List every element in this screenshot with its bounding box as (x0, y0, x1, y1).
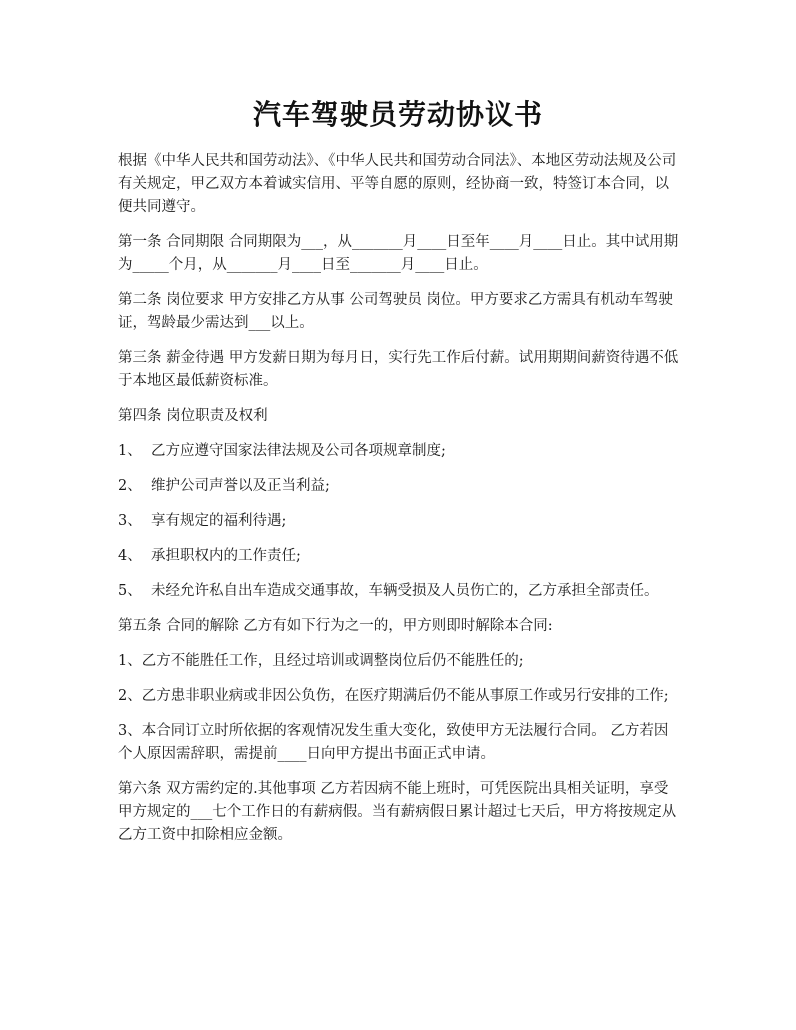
list-item: 4、 承担职权内的工作责任; (118, 548, 301, 564)
document-body (118, 150, 682, 859)
list-item: 3、 享有规定的福利待遇; (118, 513, 287, 529)
article-2-paragraph: 第二条 岗位要求 甲方安排乙方从事 公司驾驶员 岗位。甲方要求乙方需具有机动车驾驶证，驾龄最少需达到___以上。 (118, 292, 673, 331)
list-item: 3、本合同订立时所依据的客观情况发生重大变化，致使甲方无法履行合同。 乙方若因个人原因需辞职，需提前____日向甲方提出书面正式申请。 (118, 723, 669, 762)
list-item: 5、 未经允许私自出车造成交通事故，车辆受损及人员伤亡的，乙方承担全部责任。 (118, 583, 659, 599)
list-item: 2、乙方患非职业病或非因公负伤，在医疗期满后仍不能从事原工作或另行安排的工作; (118, 688, 669, 704)
article-5-paragraph: 第五条 合同的解除 乙方有如下行为之一的，甲方则即时解除本合同: (118, 618, 553, 634)
list-item: 1、乙方不能胜任工作，且经过培训或调整岗位后仍不能胜任的; (118, 653, 524, 669)
intro-paragraph: 根据《中华人民共和国劳动法》、《中华人民共和国劳动合同法》、本地区劳动法规及公司有关规定，甲乙双方本着诚实信用、平等自愿的原则，经协商一致，特签订本合同，以便共同遵守。 (118, 153, 677, 215)
article-1-paragraph: 第一条 合同期限 合同期限为___，从_______月____日至年____月____日止。其中试用期为_____个月，从_______月____日至_______月____日止。 (118, 234, 679, 273)
document-title: 汽车驾驶员劳动协议书 (252, 98, 543, 131)
list-item: 1、 乙方应遵守国家法律法规及公司各项规章制度; (118, 443, 446, 459)
article-3-paragraph: 第三条 薪金待遇 甲方发薪日期为每月日，实行先工作后付薪。试用期期间薪资待遇不低于本地区最低薪资标准。 (118, 350, 679, 389)
article-4-heading: 第四条 岗位职责及权利 (118, 408, 268, 424)
article-6-paragraph: 第六条 双方需约定的.其他事项 乙方若因病不能上班时，可凭医院出具相关证明，享受甲方规定的___七个工作日的有薪病假。当有薪病假日累计超过七天后，甲方将按规定从乙方工资中扣除相应金额。 (118, 781, 677, 843)
list-item: 2、 维护公司声誉以及正当利益; (118, 478, 330, 494)
